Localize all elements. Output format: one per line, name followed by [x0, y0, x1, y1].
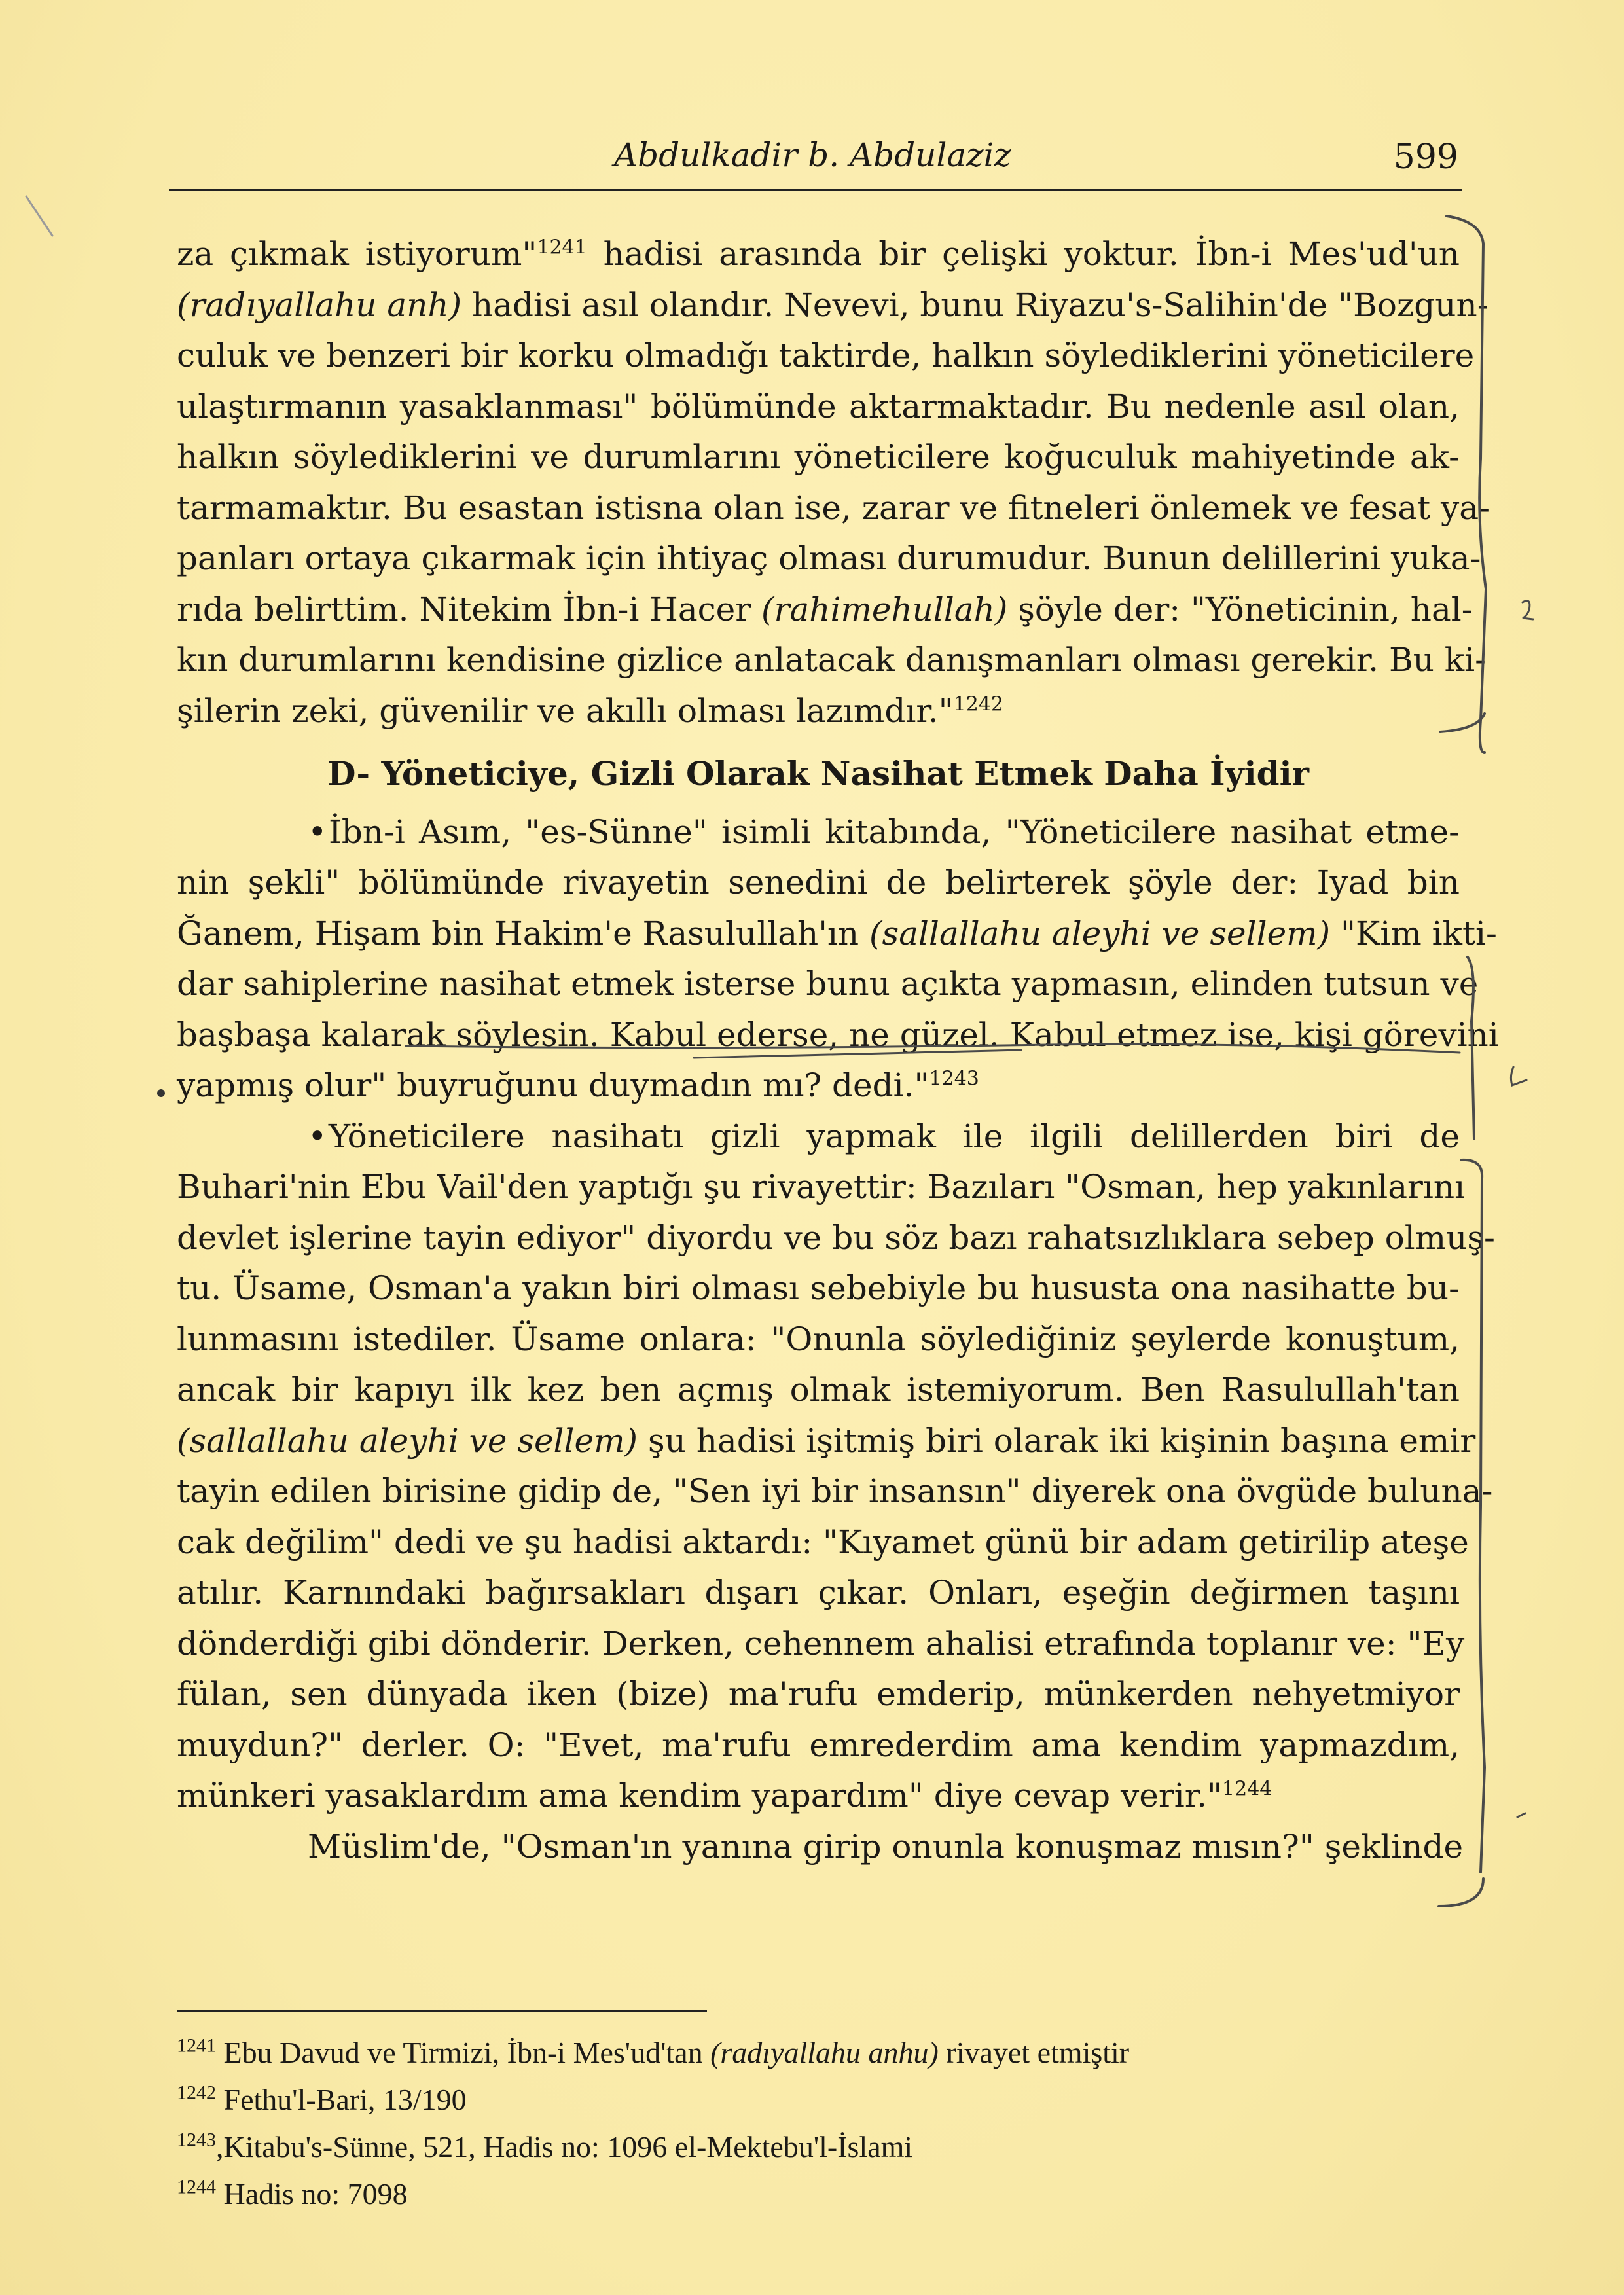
text-line: [177, 686, 1460, 737]
text-run: münkeri yasaklardım ama kendim yapardım" diye cevap verir.": [177, 1777, 1223, 1815]
footnote-ref: 1241: [537, 236, 587, 259]
footnote-text: rivayet etmiştir: [938, 2036, 1130, 2069]
running-head: Abdulkadir b. Abdulaziz: [614, 136, 1011, 174]
text-line: halkın söylediklerini ve durumlarını yöneticilere koğuculuk mahiyetinde ak-: [177, 438, 1460, 476]
text-line: nin şekli" bölümünde rivayetin senedini de belirterek şöyle der: Iyad bin: [177, 863, 1460, 901]
footnote-number: 1243: [177, 2129, 216, 2151]
text-line: [177, 807, 1460, 858]
text-run: hadisi asıl olandır. Nevevi, bunu Riyazu's-Salihin'de "Bozgun-: [461, 285, 1489, 324]
text-line: başbaşa kalarak söylesin. Kabul ederse, ne güzel. Kabul etmez ise, kişi görevini: [177, 1015, 1499, 1054]
text-line: culuk ve benzeri bir korku olmadığı taktirde, halkın söylediklerini yöneticilere: [177, 336, 1475, 374]
margin-dot: [157, 1089, 165, 1097]
section-heading: D- Yöneticiye, Gizli Olarak Nasihat Etmek Daha İyidir: [327, 754, 1309, 793]
footnote-item: [177, 2076, 1460, 2123]
honorific-italic: (radıyallahu anh): [177, 285, 462, 324]
text-line: muydun?" derler. O: "Evet, ma'rufu emrederdim ama kendim yapmazdım,: [177, 1726, 1460, 1764]
text-line: [177, 1771, 1460, 1822]
margin-mark: [1517, 1813, 1525, 1817]
honorific-italic: (rahimehullah): [761, 590, 1008, 628]
text-line: dönderdiği gibi dönderir. Derken, cehennem ahalisi etrafında toplanır ve: "Ey: [177, 1624, 1465, 1663]
paragraph-1: [177, 229, 1490, 736]
text-line: [177, 1111, 1460, 1163]
text-line: panları ortaya çıkarmak için ihtiyaç olması durumudur. Bunun delillerini yuka-: [177, 539, 1481, 577]
text-line: [177, 1060, 1460, 1111]
text-run: şu hadisi işitmiş biri olarak iki kişinin başına emir: [638, 1421, 1476, 1460]
text-line: tu. Üsame, Osman'a yakın biri olması sebebiyle bu hususta ona nasihatte bu-: [177, 1269, 1460, 1307]
footnote-ref: 1242: [953, 692, 1004, 715]
margin-bracket: [1461, 1160, 1485, 1872]
text-run: "Kim ikti-: [1330, 914, 1497, 952]
text-line: dar sahiplerine nasihat etmek isterse bunu açıkta yapmasın, elinden tutsun ve: [177, 965, 1479, 1003]
text-run: İbn-i Asım, "es-Sünne" isimli kitabında, "Yöneticilere nasihat etme-: [329, 812, 1460, 851]
text-run: şöyle der: "Yöneticinin, hal-: [1007, 590, 1473, 628]
text-line: [177, 585, 1473, 636]
text-line: tarmamaktır. Bu esastan istisna olan ise, zarar ve fitneleri önlemek ve fesat ya-: [177, 488, 1490, 527]
text-line: Buhari'nin Ebu Vail'den yaptığı şu rivayettir: Bazıları "Osman, hep yakınlarını: [177, 1168, 1466, 1206]
text-line: tayin edilen birisine gidip de, "Sen iyi bir insansın" diyerek ona övgüde buluna-: [177, 1472, 1493, 1510]
text-line: ancak bir kapıyı ilk kez ben açmış olmak istemiyorum. Ben Rasulullah'tan: [177, 1371, 1460, 1409]
footnote-ref: 1244: [1222, 1777, 1272, 1801]
footnote-text: Hadis no: 7098: [223, 2177, 408, 2211]
page-header: [169, 128, 1462, 191]
paragraph-3: [177, 1111, 1495, 1822]
text-line: fülan, sen dünyada iken (bize) ma'rufu emderip, münkerden nehyetmiyor: [177, 1675, 1460, 1713]
footnote-separator: [177, 2010, 707, 2012]
footnote-text: ,Kitabu's-Sünne, 521, Hadis no: 1096 el-Mektebu'l-İslami: [216, 2130, 913, 2163]
text-line: [177, 229, 1460, 280]
footnote-item: [177, 2029, 1460, 2076]
footnote-italic: (radıyallahu anhu): [710, 2036, 939, 2069]
footnote-number: 1241: [177, 2034, 216, 2057]
body-text: [177, 229, 1499, 1872]
text-line: cak değilim" dedi ve şu hadisi aktardı: "Kıyamet günü bir adam getirilip ateşe: [177, 1523, 1469, 1561]
paragraph-2: [177, 807, 1499, 1111]
footnote-text: Fethu'l-Bari, 13/190: [223, 2083, 467, 2116]
text-line: devlet işlerine tayin ediyor" diyordu ve bu söz bazı rahatsızlıklara sebep olmuş-: [177, 1218, 1495, 1257]
footnotes: [177, 2029, 1460, 2218]
bullet-icon: •: [308, 1117, 327, 1155]
margin-mark: [1523, 601, 1533, 619]
footnote-number: 1242: [177, 2082, 216, 2104]
text-run: hadisi arasında bir çelişki yoktur. İbn-i Mes'ud'un: [586, 235, 1460, 273]
text-line: [177, 280, 1489, 331]
text-line: ulaştırmanın yasaklanması" bölümünde aktarmaktadır. Bu nedenle asıl olan,: [177, 387, 1460, 425]
honorific-italic: (sallallahu aleyhi ve sellem): [177, 1421, 638, 1460]
footnote-text: Ebu Davud ve Tirmizi, İbn-i Mes'ud'tan: [223, 2036, 711, 2069]
text-line: atılır. Karnındaki bağırsakları dışarı çıkar. Onları, eşeğin değirmen taşını: [177, 1574, 1460, 1612]
footnote-item: [177, 2171, 1460, 2218]
paragraph-4: [177, 1822, 1464, 1873]
text-run: za çıkmak istiyorum": [177, 235, 537, 273]
text-line: [177, 1416, 1476, 1467]
margin-mark: [26, 196, 52, 236]
text-run: Yöneticilere nasihatı gizli yapmak ile ilgili delillerden biri de: [329, 1117, 1460, 1155]
footnote-item: [177, 2123, 1460, 2171]
text-run: şilerin zeki, güvenilir ve akıllı olması lazımdır.": [177, 691, 954, 730]
text-run: yapmış olur" buyruğunu duymadın mı? dedi.": [177, 1066, 929, 1104]
text-line: Müslim'de, "Osman'ın yanına girip onunla konuşmaz mısın?" şeklinde: [308, 1827, 1464, 1866]
bullet-icon: •: [308, 812, 327, 851]
text-line: [177, 909, 1497, 960]
margin-bracket-end: [1439, 1879, 1483, 1906]
margin-mark: [1511, 1067, 1526, 1085]
footnote-ref: 1243: [929, 1067, 979, 1091]
text-line: kın durumlarını kendisine gizlice anlatacak danışmanları olması gerekir. Bu ki-: [177, 641, 1486, 679]
text-run: Ğanem, Hişam bin Hakim'e Rasulullah'ın: [177, 914, 870, 952]
footnote-number: 1244: [177, 2176, 216, 2198]
honorific-italic: (sallallahu aleyhi ve sellem): [869, 914, 1331, 952]
text-line: lunmasını istediler. Üsame onlara: "Onunla söylediğiniz şeylerde konuştum,: [177, 1320, 1460, 1358]
page-number: 599: [1393, 137, 1458, 177]
text-run: rıda belirttim. Nitekim İbn-i Hacer: [177, 590, 762, 628]
